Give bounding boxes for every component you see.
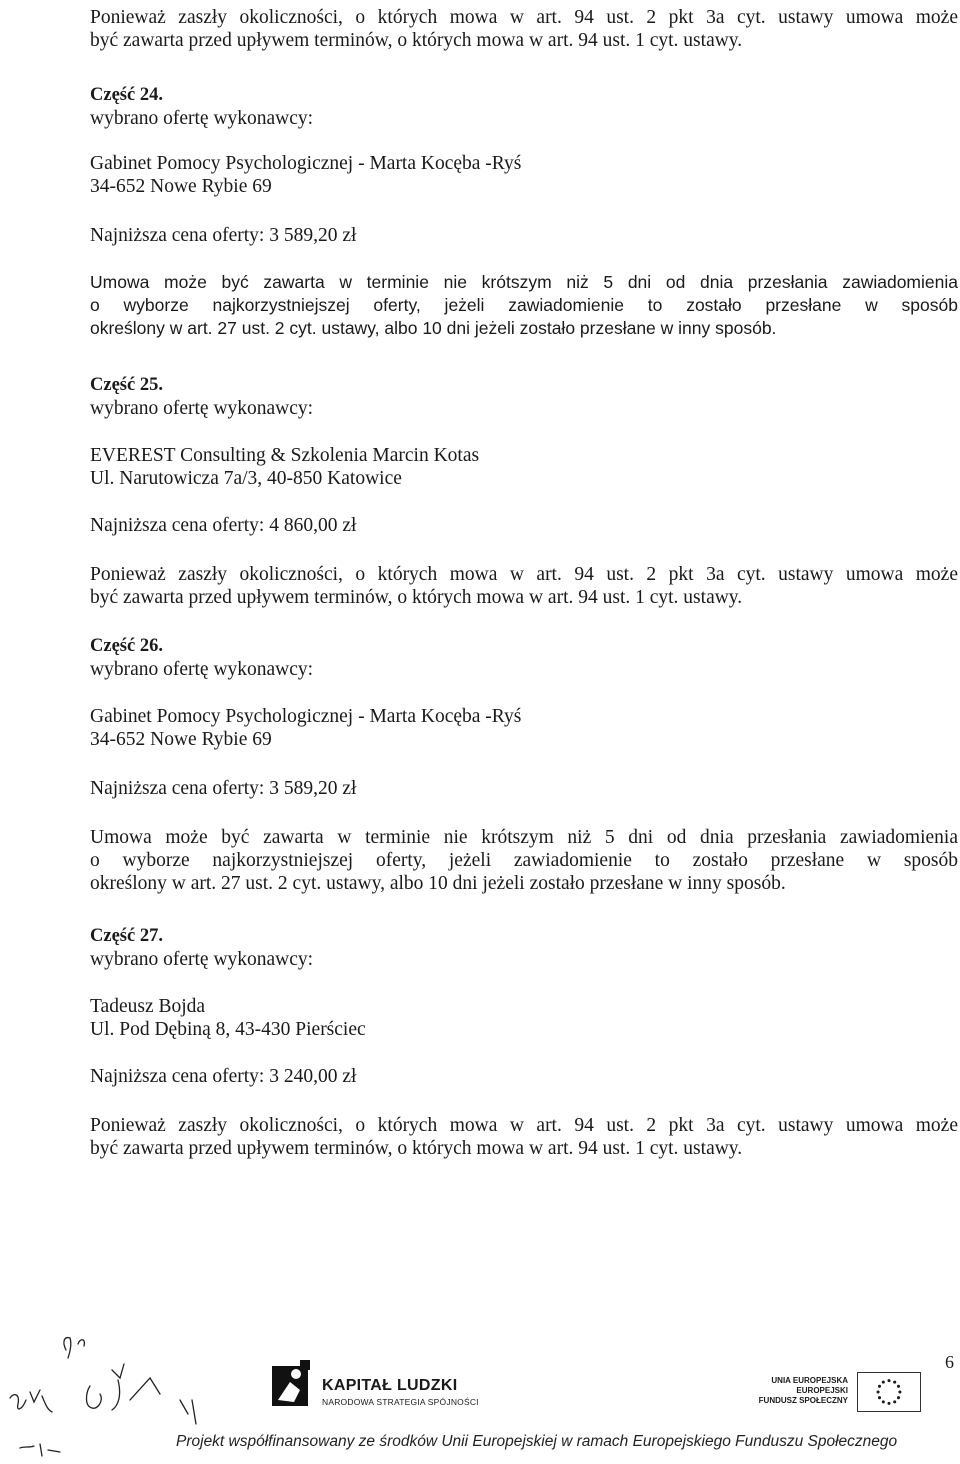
contractor-address: Ul. Narutowicza 7a/3, 40-850 Katowice (90, 468, 402, 489)
because-line: być zawarta przed upływem terminów, o których mowa w art. 94 ust. 1 cyt. ustawy. (90, 1138, 743, 1159)
contractor-address: Ul. Pod Dębiną 8, 43-430 Pierściec (90, 1019, 366, 1040)
contractor-name: Gabinet Pomocy Psychologicznej - Marta Kocęba -Ryś (90, 153, 522, 174)
part-24 (90, 84, 958, 340)
note-line: o wyborze najkorzystniejszej oferty, jeżeli zawiadomienie to zostało przesłane w sposób (90, 295, 958, 315)
because-line: być zawarta przed upływem terminów, o których mowa w art. 94 ust. 1 cyt. ustawy. (90, 587, 743, 608)
contractor-address: 34-652 Nowe Rybie 69 (90, 176, 272, 197)
lowest-price: Najniższa cena oferty: 3 240,00 zł (90, 1066, 357, 1087)
lowest-price: Najniższa cena oferty: 3 589,20 zł (90, 225, 357, 246)
note-line: określony w art. 27 ust. 2 cyt. ustawy, albo 10 dni jeżeli zostało przesłane w inny sposób. (90, 873, 786, 894)
cofunding-caption: Projekt współfinansowany ze środków Unii Europejskiej w ramach Europejskiego Funduszu Społecznego (176, 1433, 898, 1450)
part-heading: Część 26. (90, 636, 163, 656)
page-number: 6 (945, 1352, 954, 1372)
eu-line: UNIA EUROPEJSKA (771, 1376, 848, 1385)
part-26 (90, 635, 958, 895)
part-heading: Część 24. (90, 85, 163, 105)
part-25 (90, 374, 958, 609)
document-page (90, 0, 958, 1160)
note-line: określony w art. 27 ust. 2 cyt. ustawy, albo 10 dni jeżeli zostało przesłane w inny sposób. (90, 318, 777, 338)
because-line: być zawarta przed upływem terminów, o których mowa w art. 94 ust. 1 cyt. ustawy. (90, 30, 743, 51)
note-line: Umowa może być zawarta w terminie nie krótszym niż 5 dni od dnia przesłania zawiadomienia (90, 272, 958, 292)
contractor-address: 34-652 Nowe Rybie 69 (90, 729, 272, 750)
part-27 (90, 925, 958, 1160)
chosen-label: wybrano ofertę wykonawcy: (90, 108, 314, 129)
contractor-name: EVEREST Consulting & Szkolenia Marcin Kotas (90, 445, 480, 466)
eu-flag-icon (857, 1372, 921, 1412)
note-line: Umowa może być zawarta w terminie nie krótszym niż 5 dni od dnia przesłania zawiadomienia (90, 827, 958, 848)
lowest-price: Najniższa cena oferty: 4 860,00 zł (90, 515, 357, 536)
contractor-name: Tadeusz Bojda (90, 996, 206, 1017)
chosen-label: wybrano ofertę wykonawcy: (90, 949, 314, 970)
part-heading: Część 25. (90, 375, 163, 395)
eu-line: FUNDUSZ SPOŁECZNY (758, 1396, 848, 1405)
because-line: Ponieważ zaszły okoliczności, o których mowa w art. 94 ust. 2 pkt 3a cyt. ustawy umowa może (90, 1115, 958, 1136)
kl-subtitle: NARODOWA STRATEGIA SPÓJNOŚCI (322, 1397, 479, 1407)
chosen-label: wybrano ofertę wykonawcy: (90, 659, 314, 680)
note-line: o wyborze najkorzystniejszej oferty, jeżeli zawiadomienie to zostało przesłane w sposób (90, 850, 958, 871)
kapital-ludzki-logo (270, 1360, 314, 1410)
contractor-name: Gabinet Pomocy Psychologicznej - Marta Kocęba -Ryś (90, 706, 522, 727)
because-line: Ponieważ zaszły okoliczności, o których mowa w art. 94 ust. 2 pkt 3a cyt. ustawy umowa może (90, 7, 958, 28)
chosen-label: wybrano ofertę wykonawcy: (90, 398, 314, 419)
because-line: Ponieważ zaszły okoliczności, o których mowa w art. 94 ust. 2 pkt 3a cyt. ustawy umowa może (90, 564, 958, 585)
part-heading: Część 27. (90, 926, 163, 946)
lowest-price: Najniższa cena oferty: 3 589,20 zł (90, 778, 357, 799)
eu-line: EUROPEJSKI (796, 1386, 848, 1395)
eu-text-block (759, 1376, 848, 1406)
kl-title: KAPITAŁ LUDZKI (322, 1377, 458, 1394)
